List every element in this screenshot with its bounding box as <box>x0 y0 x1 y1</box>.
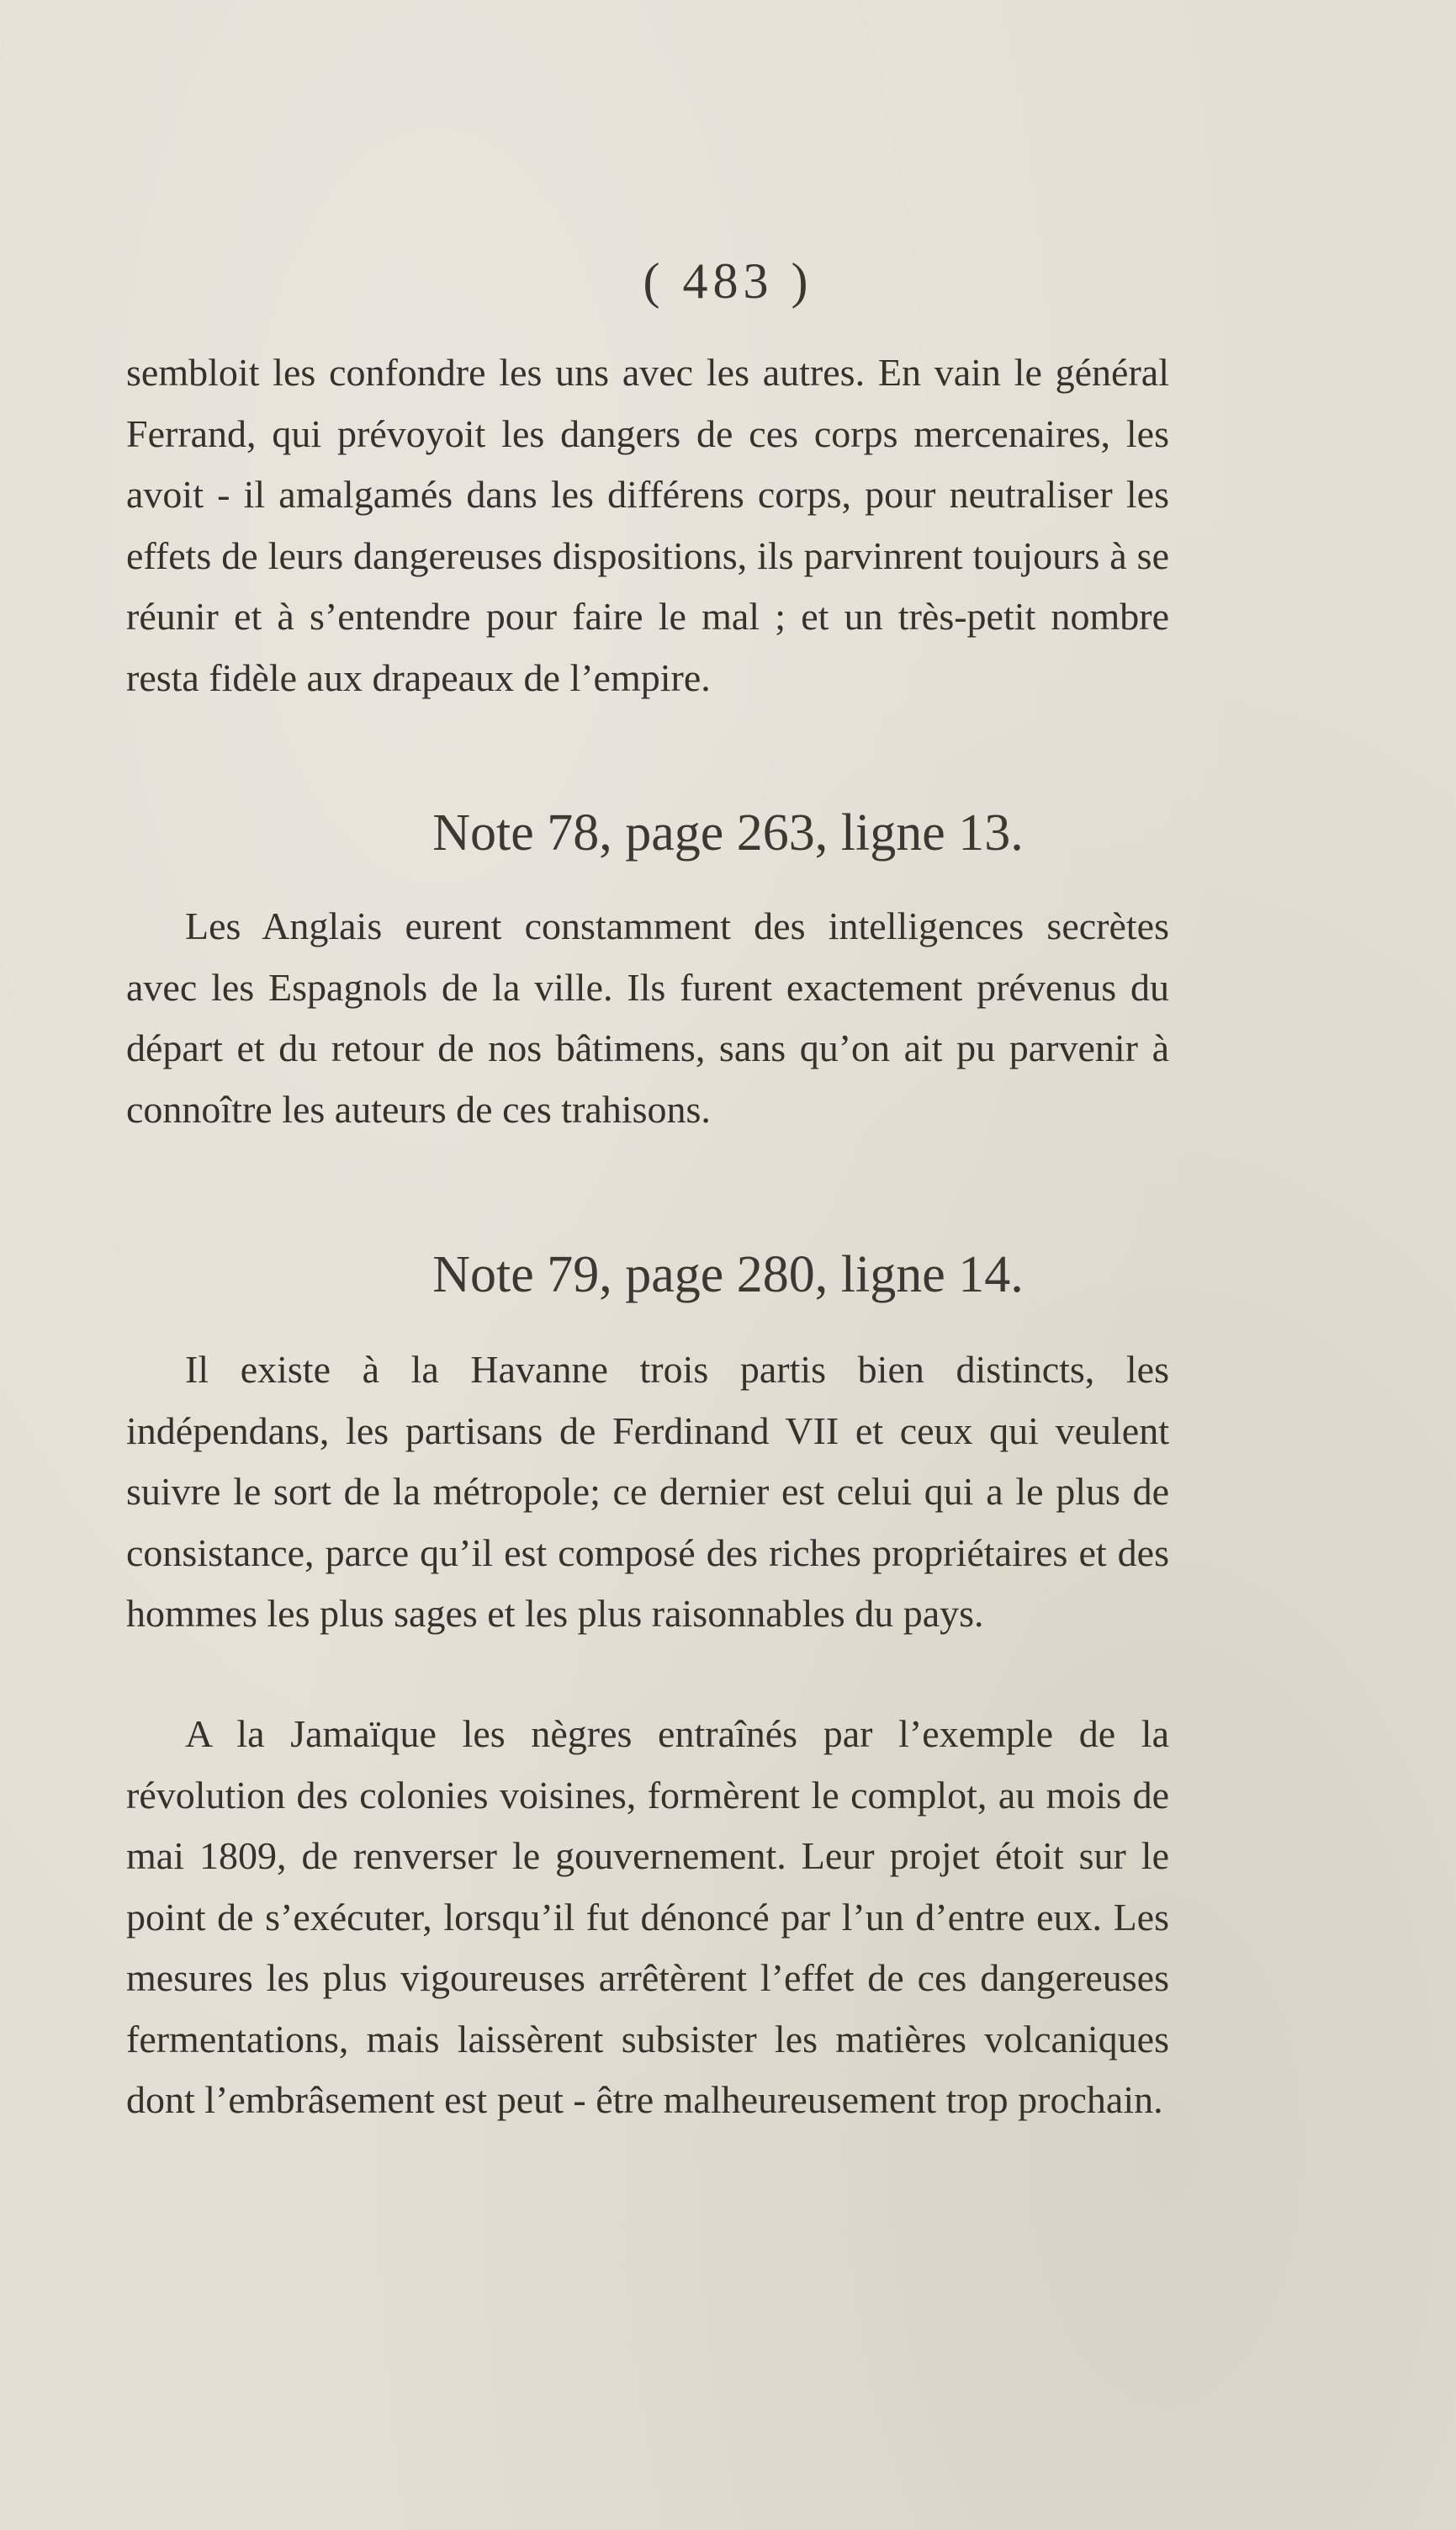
paragraph-continuation: sembloit les confondre les uns avec les autres. En vain le général Ferrand, qui prévoyoit les dangers de ces corps mercenaires, les avoit - il amalgamés dans les différens corps, pour neutraliser les effets de leurs dangereuses dispositions, ils parvinrent toujours à se réunir et à s’entendre pour faire le mal ; et un très-petit nombre resta fidèle aux drapeaux de l’empire. <box>126 351 1169 699</box>
note-79-paragraph-havanne: Il existe à la Havanne trois partis bien distincts, les indépendans, les partisans de Ferdinand VII et ceux qui veulent suivre le sort de la métropole; ce dernier est celui qui a le plus de consistance, parce qu’il est composé des riches propriétaires et des hommes les plus sages et les plus raisonnables du pays. <box>126 1348 1169 1635</box>
note-79-heading: Note 79, page 280, ligne 14. <box>432 1246 1024 1303</box>
note-78-heading: Note 78, page 263, ligne 13. <box>432 804 1024 862</box>
note-78-paragraph: Les Anglais eurent constamment des intelligences secrètes avec les Espagnols de la ville. Ils furent exactement prévenus du départ et du retour de nos bâtimens, sans qu’on ait pu parvenir à connoître les auteurs de ces trahisons. <box>126 904 1169 1131</box>
page-number: ( 483 ) <box>643 253 813 309</box>
note-79-paragraph-jamaique: A la Jamaïque les nègres entraînés par l’exemple de la révolution des colonies voisines, formèrent le complot, au mois de mai 1809, de renverser le gouvernement. Leur projet étoit sur le point de s’exécuter, lorsqu’il fut dénoncé par l’un d’entre eux. Les mesures les plus vigoureuses arrêtèrent l’effet de ces dangereuses fermentations, mais laissèrent subsister les matières volcaniques dont l’embrâsement est peut - être malheureusement trop prochain. <box>126 1712 1169 2121</box>
